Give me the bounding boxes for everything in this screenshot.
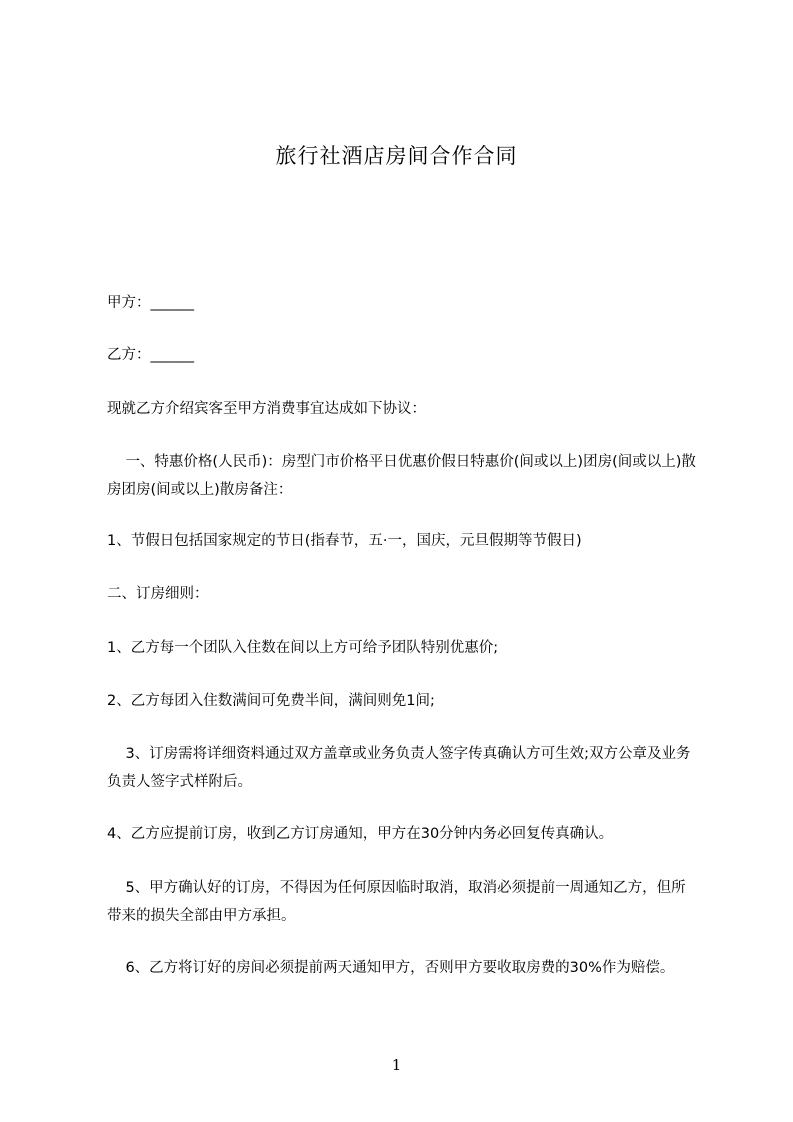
party-b-line: 乙方：______ (107, 347, 194, 363)
section-1-pricing: 一、特惠价格(人民币)：房型门市价格平日优惠价假日特惠价(间或以上)团房(间或以上)散房团房(间或以上)散房备注： (107, 454, 696, 498)
note-1-holidays: 1、节假日包括国家规定的节日(指春节，五·一，国庆，元旦假期等节假日) (107, 533, 582, 549)
rule-3-confirmation: 3、订房需将详细资料通过双方盖章或业务负责人签字传真确认方可生效;双方公章及业务负责人签字式样附后。 (107, 746, 691, 790)
rule-5-cancellation: 5、甲方确认好的订房，不得因为任何原因临时取消，取消必须提前一周通知乙方，但所带来的损失全部由甲方承担。 (107, 880, 686, 924)
rule-1-group-discount: 1、乙方每一个团队入住数在间以上方可给予团队特别优惠价; (107, 640, 499, 656)
rule-2-free-room: 2、乙方每团入住数满间可免费半间，满间则免1间; (107, 693, 435, 709)
document-title: 旅行社酒店房间合作合同 (275, 144, 518, 168)
section-2-heading: 二、订房细则： (107, 586, 209, 602)
rule-6-notice: 6、乙方将订好的房间必须提前两天通知甲方，否则甲方要收取房费的30%作为赔偿。 (107, 960, 675, 976)
rule-4-advance-booking: 4、乙方应提前订房，收到乙方订房通知，甲方在30分钟内务必回复传真确认。 (107, 826, 614, 842)
party-a-line: 甲方：______ (107, 295, 194, 311)
page-number: 1 (391, 1056, 402, 1074)
agreement-intro: 现就乙方介绍宾客至甲方消费事宜达成如下协议： (107, 401, 426, 417)
